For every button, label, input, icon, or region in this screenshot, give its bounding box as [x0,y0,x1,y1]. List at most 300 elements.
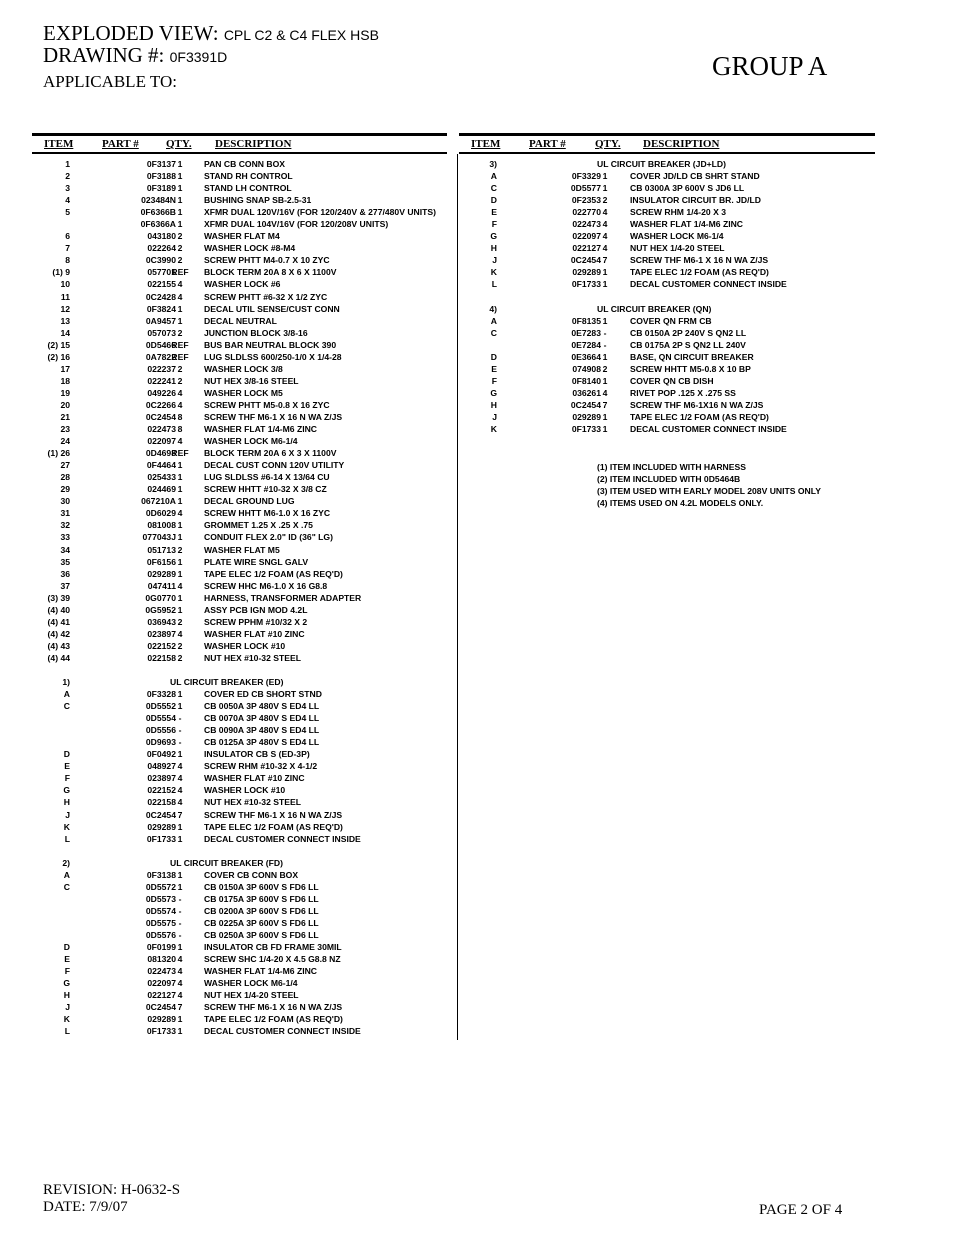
drawing-number [43,43,227,69]
description: WASHER LOCK M6-1/4 [630,231,724,242]
part-number: 0D5576 [145,930,176,940]
revision: REVISION: H-0632-S [43,1182,181,1198]
quantity: - [178,737,182,748]
page-number: PAGE 2 OF 4 [759,1202,843,1218]
part-number: 0F0199 [146,942,176,953]
item-number: C [490,183,497,194]
item-number: 3) [489,159,497,169]
description: WASHER LOCK #10 [204,640,286,651]
description: WASHER LOCK M6-1/4 [204,436,298,447]
item-number: 17 [60,363,70,374]
description: WASHER FLAT M4 [204,231,280,242]
description: TAPE ELEC 1/2 FOAM (AS REQ'D) [204,821,343,832]
item-number: 30 [60,496,70,507]
item-number: 2) [62,857,70,868]
quantity: 7 [177,809,183,820]
description: NUT HEX 1/4-20 STEEL [630,243,725,254]
item-number: (4) 44 [47,652,70,663]
item-number: 4) [489,303,497,314]
quantity: 1 [177,159,183,169]
part-number: 0F6366B [140,207,176,218]
quantity: 2 [602,363,608,374]
item-number: (1) 26 [47,448,70,459]
description: CB 0175A 3P 600V S FD6 LL [204,893,319,904]
part-number: 0D5572 [145,881,176,892]
quantity: 2 [177,231,183,242]
quantity: 2 [177,652,183,663]
part-number: 047411 [147,580,176,591]
part-number: 0F3138 [146,869,176,880]
description: DECAL CUSTOMER CONNECT INSIDE [630,424,787,435]
part-number: 0E7283 [571,327,601,338]
col-header-qty: QTY. [595,138,621,150]
description: TAPE ELEC 1/2 FOAM (AS REQ'D) [204,568,343,579]
footnote: (4) ITEMS USED ON 4.2L MODELS ONLY. [597,498,764,509]
part-number: 022127 [147,990,176,1001]
quantity: - [178,725,182,736]
part-number: 029289 [572,267,601,278]
description: TAPE ELEC 1/2 FOAM (AS REQ'D) [630,411,769,422]
item-number: D [63,942,70,953]
part-number: 0F3824 [146,303,176,314]
part-number: 0C2428 [145,291,176,302]
part-number: 0F8140 [571,375,601,386]
quantity: 1 [177,315,183,326]
item-number: 8 [65,255,70,266]
quantity: 4 [602,207,608,218]
description: WASHER LOCK #6 [204,279,281,290]
item-number: A [63,689,70,700]
part-number: 057701 [147,267,176,278]
part-number: 067210A [141,496,176,507]
quantity: 1 [177,881,183,892]
item-number: H [63,797,70,808]
item-number: 29 [60,484,70,495]
title-label: EXPLODED VIEW: [43,21,219,45]
description: SCREW RHM #10-32 X 4-1/2 [204,761,318,772]
title-value: CPL C2 & C4 FLEX HSB [223,27,379,43]
quantity: - [178,905,182,916]
quantity: REF [171,339,189,350]
description: CB 0050A 3P 480V S ED4 LL [204,701,320,712]
description: SCREW PHTT M5-0.8 X 16 ZYC [204,399,330,410]
quantity: 1 [177,460,183,471]
description: SCREW THF M6-1 X 16 N WA Z/JS [204,809,343,820]
part-number: 048927 [147,761,176,772]
section-title: UL CIRCUIT BREAKER (JD+LD) [597,159,726,169]
item-number: 32 [60,520,70,531]
quantity: 1 [177,520,183,531]
description: CB 0175A 2P S QN2 LL 240V [630,339,746,350]
description: DECAL CUST CONN 120V UTILITY [204,460,345,471]
description: COVER ED CB SHORT STND [204,689,322,700]
quantity: - [178,713,182,724]
description: DECAL NEUTRAL [204,315,277,326]
item-number: C [490,327,497,338]
quantity: 2 [177,255,183,266]
quantity: 1 [602,315,608,326]
part-number: 0F1733 [571,424,601,435]
quantity: 1 [177,207,183,218]
description: NUT HEX 1/4-20 STEEL [204,990,299,1001]
description: WASHER LOCK M5 [204,387,283,398]
quantity: 2 [602,195,608,206]
part-number: 049226 [147,387,176,398]
description: NUT HEX #10-32 STEEL [204,797,301,808]
description: WASHER LOCK #8-M4 [204,243,296,254]
description: TAPE ELEC 1/2 FOAM (AS REQ'D) [204,1014,343,1025]
quantity: 1 [177,568,183,579]
part-number: 081008 [147,520,176,531]
part-number: 022152 [147,640,176,651]
description: JUNCTION BLOCK 3/8-16 [204,327,308,338]
item-number: K [63,821,70,832]
item-number: D [63,749,70,760]
description: WASHER LOCK #10 [204,785,286,796]
part-number: 022155 [147,279,176,290]
drawing-label: DRAWING #: [43,43,165,67]
item-number: F [64,773,70,784]
description: INSULATOR CIRCUIT BR. JD/LD [630,195,761,206]
part-number: 0F1733 [571,279,601,290]
part-number: 0F4464 [146,460,176,471]
col-header-qty: QTY. [166,138,192,150]
description: SCREW SHC 1/4-20 X 4.5 G8.8 NZ [204,954,341,965]
description: WASHER FLAT 1/4-M6 ZINC [630,219,743,230]
quantity: 1 [177,496,183,507]
part-number: 0F1733 [146,833,176,844]
part-number: 0C3990 [145,255,176,266]
quantity: 1 [177,219,183,230]
item-number: 34 [60,544,70,555]
part-number: 0D5575 [145,917,176,928]
item-number: G [490,231,497,242]
part-number: 051713 [147,544,176,555]
quantity: 1 [602,375,608,386]
quantity: 4 [602,219,608,230]
item-number: 21 [60,411,70,422]
quantity: 4 [177,508,183,519]
part-number: 0D5552 [145,701,176,712]
description: SCREW PPHM #10/32 X 2 [204,616,308,627]
quantity: 4 [177,978,183,989]
item-number: 27 [60,460,70,471]
quantity: REF [171,351,189,362]
part-number: 022473 [147,424,176,435]
item-number: L [64,833,70,844]
part-number: 0D9693 [145,737,176,748]
description: CB 0300A 3P 600V S JD6 LL [630,183,745,194]
quantity: 7 [177,1002,183,1013]
quantity: 4 [177,990,183,1001]
description: WASHER LOCK 3/8 [204,363,283,374]
part-number: 0D5556 [145,725,176,736]
description: STAND RH CONTROL [204,171,293,182]
description: PAN CB CONN BOX [204,159,286,169]
part-number: 0E3664 [571,351,601,362]
part-number: 022241 [147,375,176,386]
part-number: 0G0770 [145,592,176,603]
quantity: 1 [177,1026,183,1037]
part-number: 0D5554 [145,713,176,724]
quantity: 4 [177,797,183,808]
part-number: 0F3188 [146,171,176,182]
item-number: A [490,315,497,326]
quantity: 2 [177,544,183,555]
description: COVER CB CONN BOX [204,869,299,880]
description: CB 0090A 3P 480V S ED4 LL [204,725,320,736]
quantity: 1 [602,267,608,278]
part-number: 0D5466 [145,339,176,350]
description: WASHER FLAT #10 ZINC [204,773,305,784]
quantity: 4 [177,436,183,447]
part-number: 0D5573 [145,893,176,904]
description: GROMMET 1.25 X .25 X .75 [204,520,313,531]
item-number: 35 [60,556,70,567]
description: CB 0250A 3P 600V S FD6 LL [204,930,319,940]
description: COVER QN FRM CB [630,315,712,326]
quantity: 1 [177,472,183,483]
description: TAPE ELEC 1/2 FOAM (AS REQ'D) [630,267,769,278]
description: SCREW HHC M6-1.0 X 16 G8.8 [204,580,328,591]
description: SCREW THF M6-1 X 16 N WA Z/JS [630,255,769,266]
part-number: 0F1733 [146,1026,176,1037]
item-number: F [64,966,70,977]
description: BLOCK TERM 20A 6 X 3 X 1100V [204,448,337,459]
description: NUT HEX 3/8-16 STEEL [204,375,299,386]
item-number: 2 [65,171,70,182]
description: SCREW HHTT #10-32 X 3/8 CZ [204,484,327,495]
quantity: 2 [177,616,183,627]
quantity: 1 [177,869,183,880]
description: BASE, QN CIRCUIT BREAKER [630,351,754,362]
item-number: (2) 16 [47,351,70,362]
footnote: (2) ITEM INCLUDED WITH 0D5464B [597,474,741,485]
item-number: J [65,1002,70,1013]
description: SCREW THF M6-1 X 16 N WA Z/JS [204,411,343,422]
quantity: 1 [602,171,608,182]
part-number: 0F3189 [146,183,176,194]
description: WASHER FLAT #10 ZINC [204,628,305,639]
quantity: 8 [177,424,183,435]
item-number: F [491,219,497,230]
quantity: 4 [177,954,183,965]
item-number: G [490,387,497,398]
part-number: 029289 [572,411,601,422]
part-number: 0C2454 [145,809,176,820]
part-number: 023897 [147,773,176,784]
col-header-description: DESCRIPTION [643,138,720,150]
description: XFMR DUAL 120V/16V (FOR 120/240V & 277/480V UNITS) [204,207,436,218]
quantity: 2 [177,327,183,338]
quantity: 1 [177,592,183,603]
quantity: 4 [177,399,183,410]
item-number: C [63,701,70,712]
item-number: K [490,267,497,278]
description: RIVET POP .125 X .275 SS [630,387,736,398]
quantity: 1 [602,279,608,290]
footnote: (3) ITEM USED WITH EARLY MODEL 208V UNITS ONLY [597,486,821,497]
quantity: 4 [602,387,608,398]
quantity: 1 [177,942,183,953]
part-number: 025433 [147,472,176,483]
item-number: 5 [65,207,70,218]
col-header-description: DESCRIPTION [215,138,292,150]
quantity: 1 [602,411,608,422]
quantity: 4 [177,580,183,591]
part-number: 081320 [147,954,176,965]
part-number: 023897 [147,628,176,639]
quantity: - [178,893,182,904]
part-number: 036943 [147,616,176,627]
description: XFMR DUAL 104V/16V (FOR 120/208V UNITS) [204,219,389,230]
description: CB 0150A 3P 600V S FD6 LL [204,881,319,892]
item-number: H [490,399,497,410]
part-number: 0C2266 [145,399,176,410]
quantity: 4 [177,773,183,784]
quantity: 2 [177,243,183,254]
item-number: 23 [60,424,70,435]
part-number: 0C2454 [145,411,176,422]
quantity: 4 [177,387,183,398]
quantity: 1 [177,303,183,314]
quantity: 1 [177,749,183,760]
part-number: 077043J [142,532,176,543]
item-number: 18 [60,375,70,386]
item-number: J [492,411,497,422]
table-top-rule [32,133,447,136]
quantity: 4 [602,231,608,242]
description: WASHER FLAT 1/4-M6 ZINC [204,424,317,435]
part-number: 022152 [147,785,176,796]
part-number: 022097 [147,436,176,447]
quantity: 1 [177,532,183,543]
part-number: 029289 [147,568,176,579]
item-number: 36 [60,568,70,579]
part-number: 0F3329 [571,171,601,182]
quantity: REF [171,267,189,278]
description: ASSY PCB IGN MOD 4.2L [204,604,308,615]
footnotes [597,461,821,509]
part-number: 0D5577 [570,183,601,194]
item-number: E [491,207,497,218]
item-number: 14 [60,327,70,338]
quantity: 2 [177,375,183,386]
quantity: 1 [177,689,183,700]
part-number: 0A9457 [145,315,176,326]
revision-date: DATE: 7/9/07 [43,1199,128,1215]
item-number: (2) 15 [47,339,70,350]
item-number: A [490,171,497,182]
description: CB 0225A 3P 600V S FD6 LL [204,917,319,928]
part-number: 029289 [147,821,176,832]
quantity: - [603,339,607,350]
description: INSULATOR CB FD FRAME 30MIL [204,942,342,953]
description: WASHER LOCK M6-1/4 [204,978,298,989]
section-title: UL CIRCUIT BREAKER (QN) [597,303,712,314]
quantity: - [178,917,182,928]
description: DECAL CUSTOMER CONNECT INSIDE [204,833,361,844]
item-number: G [63,978,70,989]
description: BLOCK TERM 20A 8 X 6 X 1100V [204,267,337,278]
description: SCREW THF M6-1 X 16 N WA Z/JS [204,1002,343,1013]
item-number: 19 [60,387,70,398]
quantity: 1 [177,484,183,495]
part-number: 0C2454 [570,399,601,410]
description: SCREW RHM 1/4-20 X 3 [630,207,726,218]
part-number: 0D4698 [145,448,176,459]
part-number: 0E7284 [571,339,601,350]
description: COVER JD/LD CB SHRT STAND [630,171,760,182]
description: SCREW THF M6-1X16 N WA Z/JS [630,399,764,410]
part-number: 074908 [572,363,601,374]
description: DECAL UTIL SENSE/CUST CONN [204,303,340,314]
part-number: 029289 [147,1014,176,1025]
quantity: - [178,930,182,940]
drawing-value: 0F3391D [169,49,228,65]
part-number: 036261 [572,387,601,398]
footnote: (1) ITEM INCLUDED WITH HARNESS [597,462,746,472]
quantity: 4 [177,761,183,772]
part-number: 023484N [141,195,176,206]
item-number: L [64,1026,70,1037]
part-number: 022097 [572,231,601,242]
part-number: 0A7822 [145,351,176,362]
item-number: J [492,255,497,266]
part-number: 024469 [147,484,176,495]
part-number: 022264 [147,243,176,254]
quantity: 7 [602,255,608,266]
item-number: (4) 43 [47,640,70,651]
item-number: (3) 39 [47,592,70,603]
item-number: H [490,243,497,254]
item-number: 33 [60,532,70,543]
quantity: 1 [602,424,608,435]
part-number: 0C2454 [145,1002,176,1013]
applicable-to: APPLICABLE TO: [43,72,177,91]
part-number: 022097 [147,978,176,989]
item-number: 13 [60,315,70,326]
quantity: 8 [177,411,183,422]
part-number: 022237 [147,363,176,374]
item-number: K [490,424,497,435]
quantity: 4 [177,966,183,977]
item-number: D [490,351,497,362]
item-number: (4) 41 [47,616,70,627]
item-number: 12 [60,303,70,314]
item-number: L [491,279,497,290]
item-number: D [490,195,497,206]
part-number: 0F0492 [146,749,176,760]
description: BUS BAR NEUTRAL BLOCK 390 [204,339,337,350]
description: DECAL CUSTOMER CONNECT INSIDE [630,279,787,290]
table-header-rule [32,152,447,154]
table-header-rule [459,152,875,154]
description: NUT HEX #10-32 STEEL [204,652,301,663]
item-number: E [64,761,70,772]
item-number: 28 [60,472,70,483]
description: WASHER FLAT 1/4-M6 ZINC [204,966,317,977]
item-number: (4) 40 [47,604,70,615]
part-number: 0F3137 [146,159,176,169]
description: INSULATOR CB S (ED-3P) [204,749,310,760]
description: LUG SLDLSS 600/250-1/0 X 1/4-28 [204,351,342,362]
part-number: 0F6156 [146,556,176,567]
quantity: 1 [177,604,183,615]
description: CB 0200A 3P 600V S FD6 LL [204,905,319,916]
col-header-part: PART # [102,138,139,150]
item-number: 37 [60,580,70,591]
